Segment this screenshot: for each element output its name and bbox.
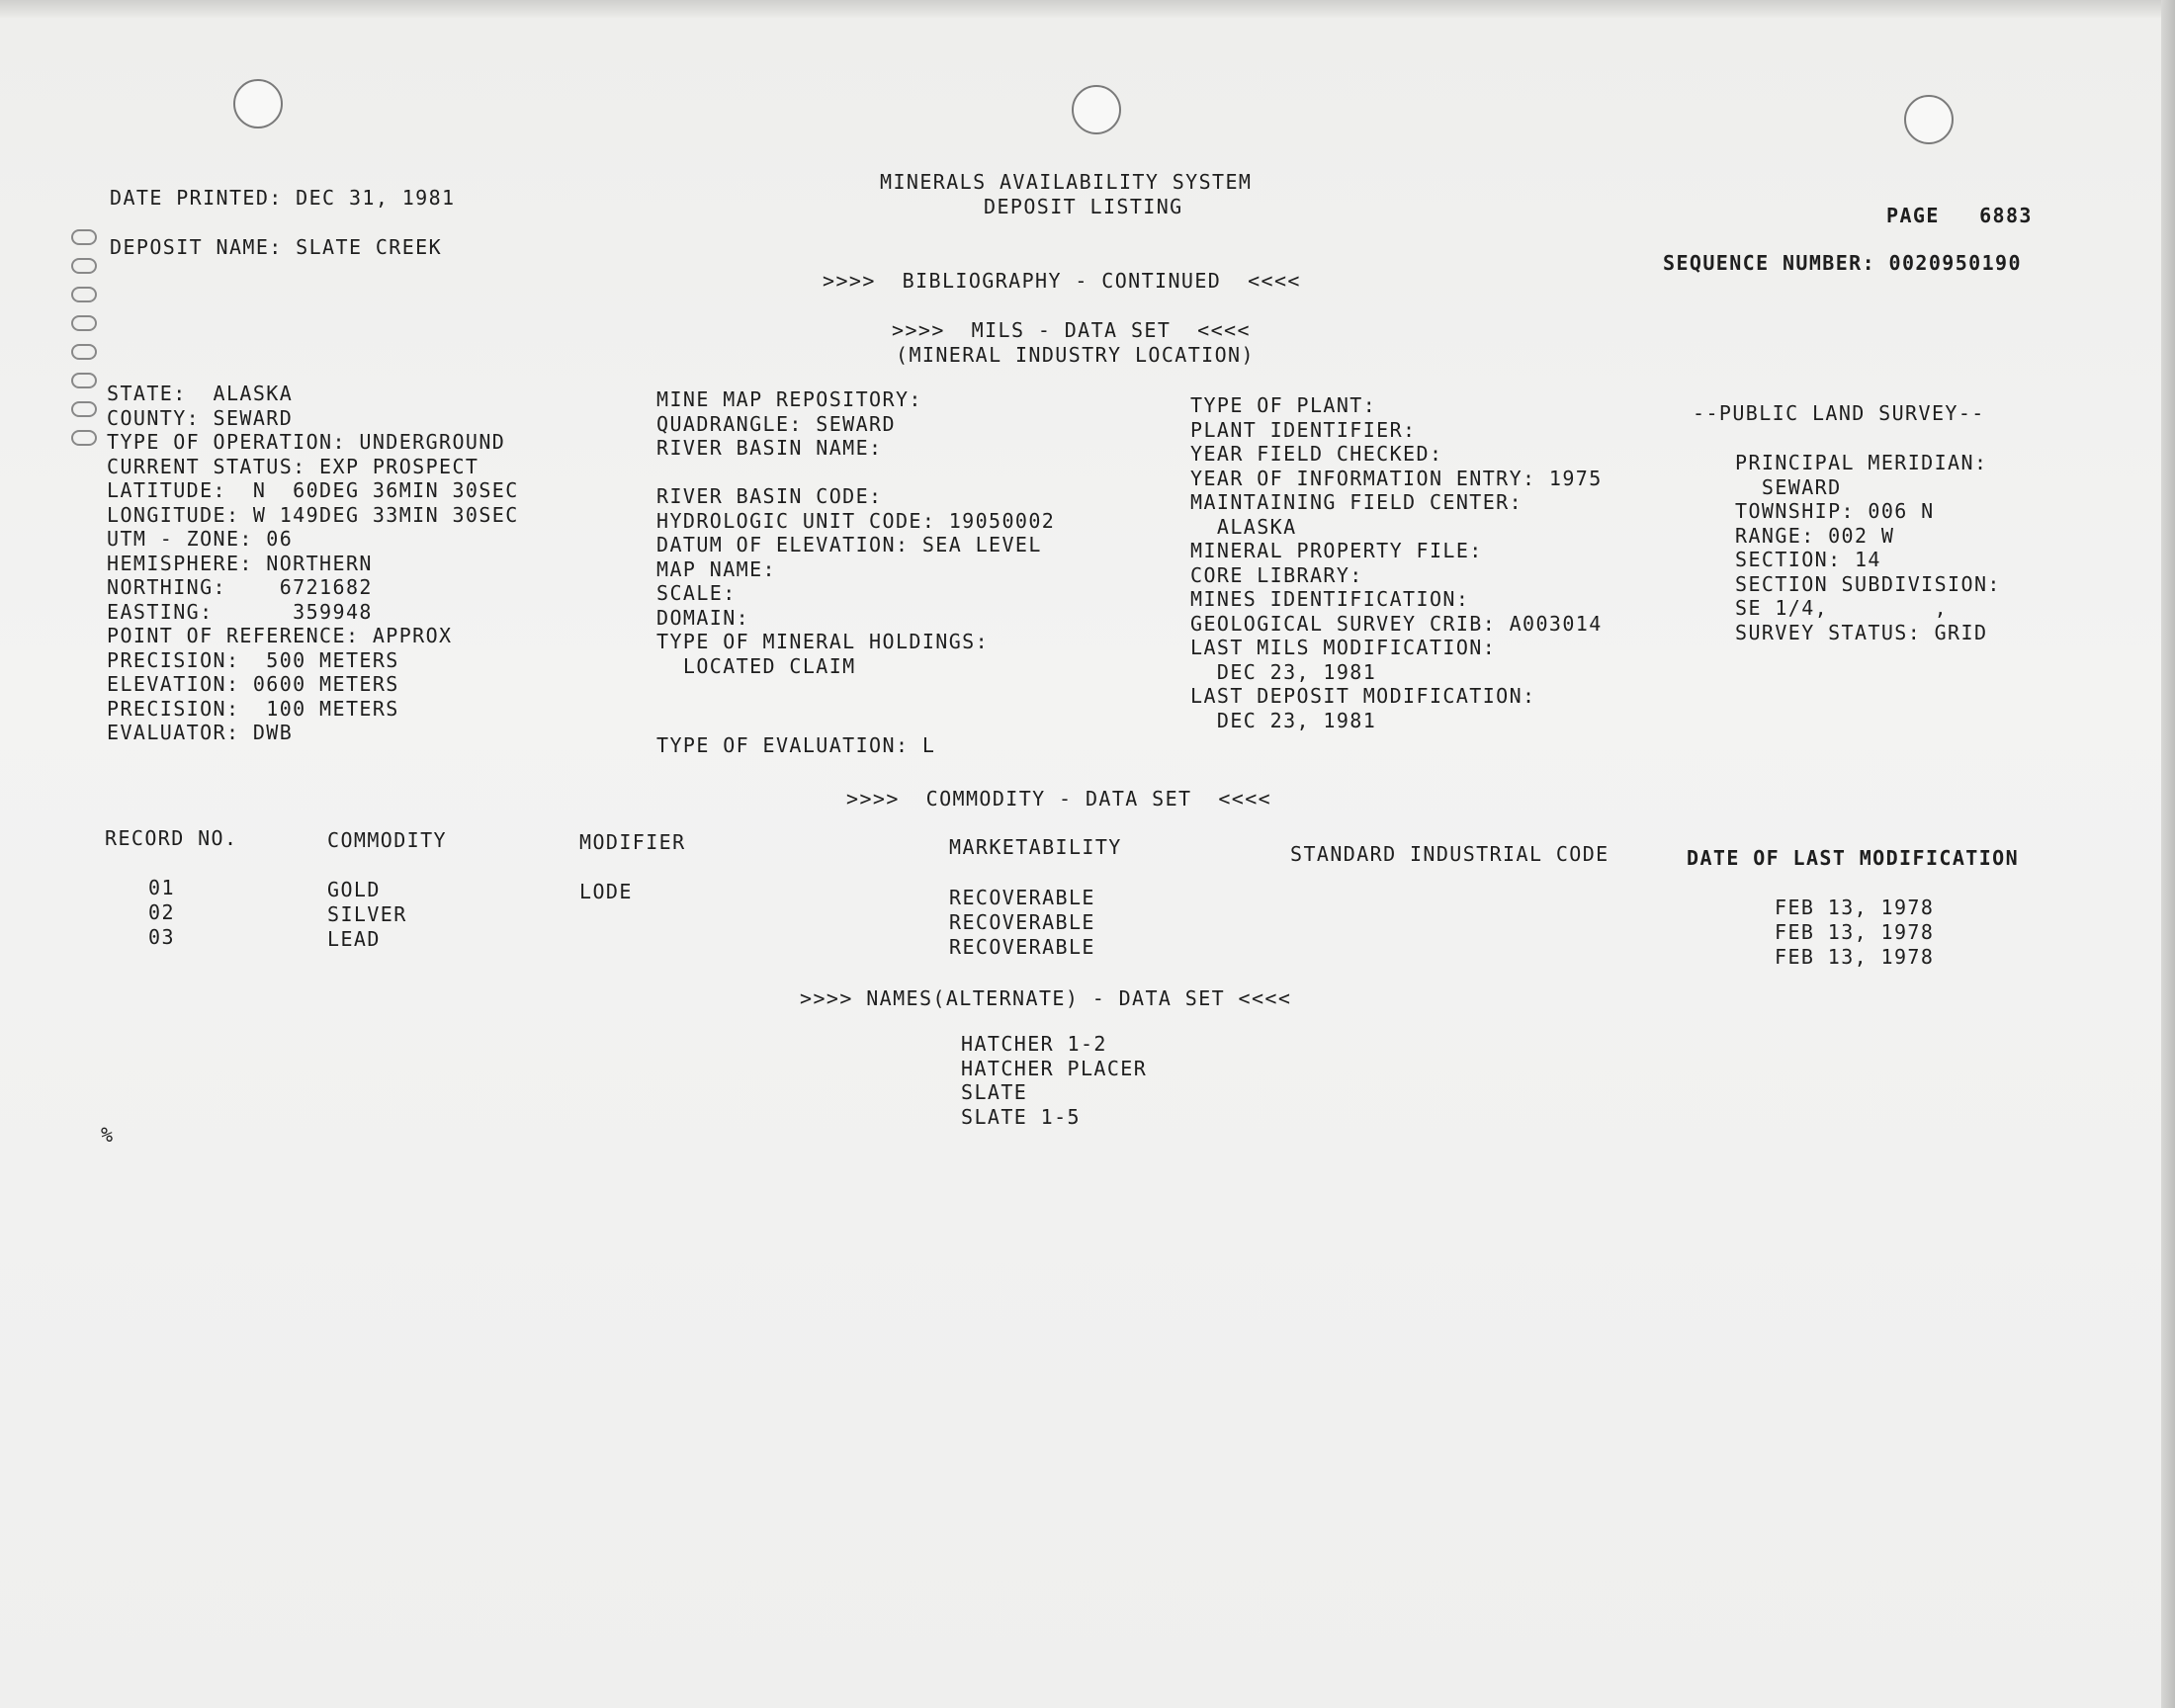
table-cell-date: FEB 13, 1978 — [1775, 920, 1935, 944]
deposit-name: DEPOSIT NAME: SLATE CREEK — [110, 235, 443, 259]
binder-hole-left — [233, 79, 283, 128]
type-of-evaluation: TYPE OF EVALUATION: L — [656, 733, 936, 757]
field-line: RIVER BASIN CODE: — [656, 484, 883, 508]
map-column — [656, 387, 1055, 678]
field-line: HYDROLOGIC UNIT CODE: 19050002 — [656, 508, 1056, 533]
field-line: NORTHING: 6721682 — [107, 575, 373, 599]
table-cell-marketability: RECOVERABLE — [949, 935, 1095, 959]
field-line: ELEVATION: 0600 METERS — [107, 672, 399, 696]
list-item: HATCHER 1-2 — [961, 1032, 1107, 1056]
field-line: QUADRANGLE: SEWARD — [656, 411, 896, 436]
table-cell-record: 01 — [148, 876, 175, 899]
field-line: DATUM OF ELEVATION: SEA LEVEL — [656, 533, 1042, 556]
table-cell-marketability: RECOVERABLE — [949, 886, 1095, 909]
names-heading: >>>> NAMES(ALTERNATE) - DATA SET <<<< — [800, 986, 1292, 1010]
right-edge-shadow — [2161, 0, 2175, 1708]
table-cell-record: 03 — [148, 925, 175, 949]
field-line: GEOLOGICAL SURVEY CRIB: A003014 — [1190, 611, 1603, 636]
table-cell-commodity: SILVER — [327, 902, 407, 926]
col-header-record: RECORD NO. — [105, 826, 238, 850]
plant-column — [1190, 393, 1603, 732]
list-item: SLATE — [961, 1080, 1028, 1104]
field-line: LOCATED CLAIM — [656, 653, 856, 678]
field-line: TOWNSHIP: 006 N — [1735, 499, 1935, 523]
alternate-names-list — [961, 1032, 1147, 1129]
tractor-feed-holes — [71, 229, 99, 459]
field-line: MINERAL PROPERTY FILE: — [1190, 539, 1483, 562]
field-line: EVALUATOR: DWB — [107, 721, 294, 744]
field-line: DOMAIN: — [656, 605, 750, 630]
list-item: SLATE 1-5 — [961, 1104, 1081, 1129]
table-cell-date: FEB 13, 1978 — [1775, 896, 1935, 919]
field-line: SECTION SUBDIVISION: — [1735, 571, 2001, 596]
field-line: POINT OF REFERENCE: APPROX — [107, 624, 453, 647]
table-cell-modifier: LODE — [579, 880, 633, 903]
table-cell-commodity: GOLD — [327, 878, 381, 901]
field-line: LAST MILS MODIFICATION: — [1190, 636, 1497, 659]
field-line: MINE MAP REPOSITORY: — [656, 387, 922, 411]
field-line: CURRENT STATUS: EXP PROSPECT — [107, 454, 479, 478]
col-header-sic: STANDARD INDUSTRIAL CODE — [1290, 842, 1610, 866]
bibliography-heading: >>>> BIBLIOGRAPHY - CONTINUED <<<< — [823, 269, 1301, 293]
system-title: MINERALS AVAILABILITY SYSTEM — [880, 170, 1253, 194]
binder-hole-right — [1904, 95, 1954, 144]
table-cell-commodity: LEAD — [327, 927, 381, 951]
table-cell-date: FEB 13, 1978 — [1775, 945, 1935, 969]
binder-hole-center — [1072, 85, 1121, 134]
field-line: SURVEY STATUS: GRID — [1735, 620, 1988, 644]
field-line: CORE LIBRARY: — [1190, 562, 1363, 587]
field-line: MAINTAINING FIELD CENTER: — [1190, 490, 1523, 514]
list-item: HATCHER PLACER — [961, 1056, 1148, 1080]
field-line: EASTING: 359948 — [107, 599, 373, 624]
field-line: STATE: ALASKA — [107, 382, 294, 405]
field-line: HEMISPHERE: NORTHERN — [107, 551, 373, 575]
field-line: YEAR OF INFORMATION ENTRY: 1975 — [1190, 466, 1603, 490]
field-line: ALASKA — [1190, 514, 1297, 539]
col-header-date: DATE OF LAST MODIFICATION — [1687, 846, 2020, 870]
col-header-commodity: COMMODITY — [327, 828, 447, 852]
field-line: YEAR FIELD CHECKED: — [1190, 442, 1443, 466]
field-line: SCALE: — [656, 581, 737, 605]
field-line: TYPE OF PLANT: — [1190, 393, 1377, 417]
listing-title: DEPOSIT LISTING — [984, 195, 1183, 218]
field-line: DEC 23, 1981 — [1190, 708, 1377, 732]
field-line: MINES IDENTIFICATION: — [1190, 587, 1470, 611]
mils-heading: >>>> MILS - DATA SET <<<< — [892, 318, 1251, 342]
col-header-modifier: MODIFIER — [579, 830, 686, 854]
date-printed: DATE PRINTED: DEC 31, 1981 — [110, 186, 456, 210]
field-line: LATITUDE: N 60DEG 36MIN 30SEC — [107, 478, 519, 502]
col-header-marketability: MARKETABILITY — [949, 835, 1122, 859]
location-column — [107, 382, 519, 745]
commodity-heading: >>>> COMMODITY - DATA SET <<<< — [846, 787, 1272, 811]
table-cell-record: 02 — [148, 900, 175, 924]
table-cell-marketability: RECOVERABLE — [949, 910, 1095, 934]
mils-subheading: (MINERAL INDUSTRY LOCATION) — [896, 343, 1255, 367]
field-line: TYPE OF OPERATION: UNDERGROUND — [107, 430, 506, 454]
field-line: UTM - ZONE: 06 — [107, 527, 294, 551]
page-number: PAGE 6883 — [1886, 204, 2033, 227]
field-line: COUNTY: SEWARD — [107, 405, 294, 430]
field-line: SECTION: 14 — [1735, 548, 1881, 571]
public-land-survey-title: --PUBLIC LAND SURVEY-- — [1693, 401, 1985, 425]
field-line: PRINCIPAL MERIDIAN: — [1735, 451, 1988, 474]
field-line: PRECISION: 500 METERS — [107, 647, 399, 672]
field-line: DEC 23, 1981 — [1190, 659, 1377, 684]
field-line: MAP NAME: — [656, 556, 776, 581]
footer-mark: % — [101, 1123, 115, 1147]
field-line: PRECISION: 100 METERS — [107, 696, 399, 721]
field-line: LONGITUDE: W 149DEG 33MIN 30SEC — [107, 502, 519, 527]
field-line: RANGE: 002 W — [1735, 523, 1895, 548]
field-line: PLANT IDENTIFIER: — [1190, 417, 1417, 442]
field-line: RIVER BASIN NAME: — [656, 436, 883, 460]
top-edge-shadow — [0, 0, 2175, 18]
field-line: SEWARD — [1735, 474, 1842, 499]
field-line: SE 1/4, , — [1735, 596, 1949, 620]
land-survey-column — [1735, 451, 2001, 644]
field-line: TYPE OF MINERAL HOLDINGS: — [656, 630, 990, 653]
field-line: LAST DEPOSIT MODIFICATION: — [1190, 684, 1536, 708]
sequence-number: SEQUENCE NUMBER: 0020950190 — [1663, 251, 2022, 275]
field-line — [656, 461, 1055, 485]
